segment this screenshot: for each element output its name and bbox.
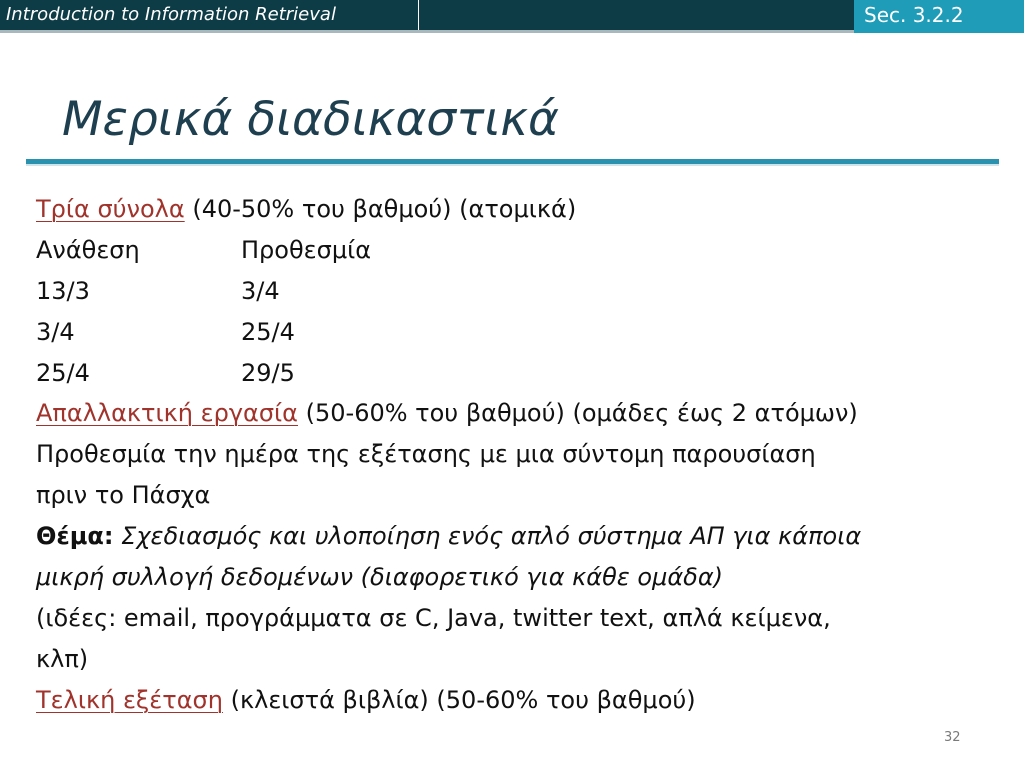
schedule-row <box>36 353 996 394</box>
topic-label: Θέμα: <box>36 522 114 551</box>
schedule-cell-assignment: 25/4 <box>36 358 90 387</box>
sets-link[interactable]: Τρία σύνολα <box>36 195 185 223</box>
schedule-row <box>36 312 996 353</box>
project-ideas-line-continued: κλπ) <box>36 644 89 673</box>
schedule-header-row <box>36 230 996 271</box>
course-title: Introduction to Information Retrieval <box>6 4 336 25</box>
project-description: (50-60% του βαθμού) (ομάδες έως 2 ατόμων) <box>305 399 858 428</box>
slide-body <box>36 189 996 721</box>
schedule-cell-assignment: 13/3 <box>36 276 90 305</box>
project-deadline-line: Προθεσμία την ημέρα της εξέτασης με μια σύντομη παρουσίαση <box>36 440 816 469</box>
project-link[interactable]: Απαλλακτική εργασία <box>36 399 298 428</box>
title-underline-shadow <box>26 164 999 166</box>
header-divider <box>0 30 854 33</box>
section-reference: Sec. 3.2.2 <box>864 3 964 27</box>
exam-link[interactable]: Τελική εξέταση <box>36 685 223 714</box>
project-topic-line <box>36 516 996 557</box>
header-middle-panel <box>419 0 854 33</box>
project-ideas-line: (ιδέες: email, προγράμματα σε C, Java, twitter text, απλά κείμενα, <box>36 603 831 632</box>
slide-title: Μερικά διαδικαστικά <box>62 92 559 147</box>
page-number: 32 <box>944 730 961 745</box>
schedule-cell-deadline: 3/4 <box>241 276 280 305</box>
schedule-row <box>36 271 996 312</box>
topic-text: Σχεδιασμός και υλοποίηση ενός απλό σύστημα ΑΠ για κάποια <box>121 522 862 551</box>
exam-description: (κλειστά βιβλία) (50-60% του βαθμού) <box>230 685 696 714</box>
sets-line <box>36 189 996 230</box>
header-bar <box>0 0 1024 33</box>
sets-description: (40-50% του βαθμού) (ατομικά) <box>192 195 577 223</box>
schedule-header-assignment: Ανάθεση <box>36 235 140 264</box>
schedule-cell-assignment: 3/4 <box>36 317 75 346</box>
schedule-cell-deadline: 29/5 <box>241 358 295 387</box>
exam-line <box>36 680 996 721</box>
project-topic-line-continued: μικρή συλλογή δεδομένων (διαφορετικό για κάθε ομάδα) <box>36 563 724 592</box>
schedule-cell-deadline: 25/4 <box>241 317 295 346</box>
project-deadline-line-continued: πριν το Πάσχα <box>36 481 211 510</box>
schedule-header-deadline: Προθεσμία <box>241 235 372 264</box>
project-line <box>36 393 996 434</box>
